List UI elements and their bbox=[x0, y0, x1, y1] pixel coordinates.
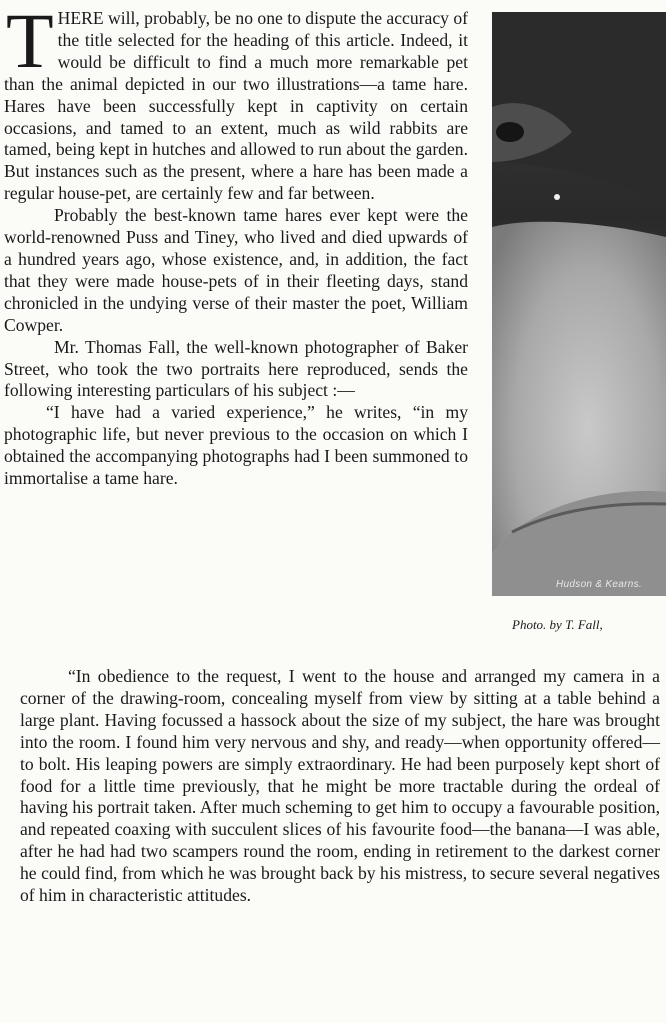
hare-photograph bbox=[492, 12, 666, 596]
paragraph-1 bbox=[4, 0, 468, 205]
photo-caption: Photo. by T. Fall, bbox=[512, 617, 603, 632]
article-column-wide bbox=[20, 666, 660, 907]
paragraph-3: Mr. Thomas Fall, the well-known photographer of Baker Street, who took the two portraits here reproduced, sends the following interesting particulars of his subject :— bbox=[4, 336, 468, 401]
paragraph-2: Probably the best-known tame hares ever kept were the world-renowned Puss and Tiney, who lived and died upwards of a hundred years ago, whose existence, and, in addition, the fact that they were made house-pets of in their fleeting days, stand chronicled in the undying verse of their master the poet, William Cowper. bbox=[4, 205, 468, 335]
paragraph-4: “I have had a varied experience,” he writes, “in my photographic life, but never previous to the occasion on which I obtained the accompanying photographs had I been summoned to immortalise a tame hare. bbox=[4, 402, 468, 489]
drop-cap: T bbox=[6, 0, 54, 84]
hare-photo-image bbox=[492, 12, 666, 596]
paragraph-1-text: HERE will, probably, be no one to dispute the accuracy of the title selected for the heading of this article. Indeed, it would be difficult to find a much more remarkable pet than the animal depicted in our two illustrations—a tame hare. Hares have been successfully kept in captivity on certain occasions, and tamed to an extent, much as wild rabbits are tamed, being kept in hutches and allowed to run about the garden. But instances such as the present, where a hare has been made a regular house-pet, are certainly few and far between. bbox=[4, 8, 468, 204]
article-column-narrow bbox=[4, 0, 468, 490]
engraver-credit: Hudson & Kearns. bbox=[556, 579, 642, 590]
paragraph-5: “In obedience to the request, I went to the house and arranged my camera in a corner of the drawing-room, concealing myself from view by sitting at a table behind a large plant. Having focussed a hassock about the size of my subject, the hare was brought into the room. I found him very nervous and shy, and ready—when opportunity offered—to bolt. His leaping powers are simply extraordinary. He had been purposely kept short of food for a little time previously, that he might be more tractable during the ordeal of having his portrait taken. After much scheming to get him to occupy a favourable position, and repeated coaxing with succulent slices of his favourite food—the banana—I was able, after he had had two scampers round the room, ending in retirement to the darkest corner he could find, from which he was brought back by his mistress, to secure several negatives of him in characteristic attitudes. bbox=[20, 666, 660, 906]
